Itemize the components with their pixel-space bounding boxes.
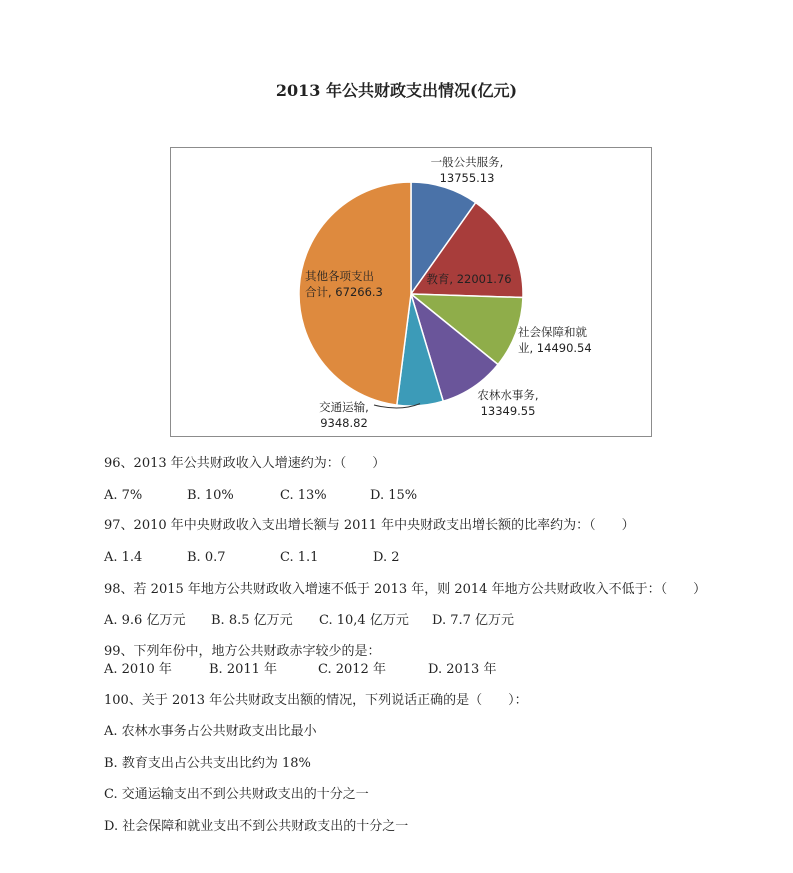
q99-option-b: B. 2011 年 [209, 662, 278, 677]
q98-option-a: A. 9.6 亿万元 [104, 613, 186, 628]
question-97: 97、2010 年中央财政收入支出增长额与 2011 年中央财政支出增长额的比率约为：（ ） [104, 518, 635, 533]
q96-option-c: C. 13% [280, 488, 327, 503]
q97-option-c: C. 1.1 [280, 550, 319, 565]
q97-option-a: A. 1.4 [104, 550, 143, 565]
q96-option-b: B. 10% [187, 488, 234, 503]
q99-option-d: D. 2013 年 [428, 662, 497, 677]
pie-chart-svg [171, 148, 651, 436]
question-100: 100、关于 2013 年公共财政支出额的情况，下列说话正确的是（ ）： [104, 693, 528, 708]
q99-option-a: A. 2010 年 [104, 662, 172, 677]
q96-option-a: A. 7% [104, 488, 143, 503]
q99-option-c: C. 2012 年 [318, 662, 386, 677]
slice-data-label: 农林水事务, 13349.55 [477, 388, 539, 418]
question-96: 96、2013 年公共财政收入人增速约为：（ ） [104, 456, 386, 471]
slice-data-label: 教育, 22001.76 [426, 272, 512, 286]
slice-data-label: 社会保障和就业, 14490.54 [518, 325, 592, 355]
pie-chart [170, 147, 652, 437]
q100-option-b: B. 教育支出占公共支出比约为 18% [104, 756, 311, 771]
q98-option-c: C. 10,4 亿万元 [319, 613, 409, 628]
chart-title: 2013 年公共财政支出情况(亿元) [275, 81, 518, 100]
question-98: 98、若 2015 年地方公共财政收入增速不低于 2013 年，则 2014 年地方公共财政收入不低于：（ ） [104, 582, 707, 597]
question-99: 99、下列年份中，地方公共财政赤字较少的是： [104, 644, 381, 659]
q100-option-a: A. 农林水事务占公共财政支出比最小 [104, 724, 317, 739]
slice-data-label: 交通运输, 9348.82 [319, 400, 369, 430]
q96-option-d: D. 15% [370, 488, 418, 503]
q97-option-b: B. 0.7 [187, 550, 226, 565]
q98-option-d: D. 7.7 亿万元 [432, 613, 515, 628]
q100-option-c: C. 交通运输支出不到公共财政支出的十分之一 [104, 787, 369, 802]
q98-option-b: B. 8.5 亿万元 [211, 613, 293, 628]
slice-data-label: 一般公共服务, 13755.13 [430, 155, 504, 185]
q100-option-d: D. 社会保障和就业支出不到公共财政支出的十分之一 [104, 819, 409, 834]
q97-option-d: D. 2 [373, 550, 400, 565]
slice-data-label: 其他各项支出合计, 67266.3 [305, 269, 383, 299]
